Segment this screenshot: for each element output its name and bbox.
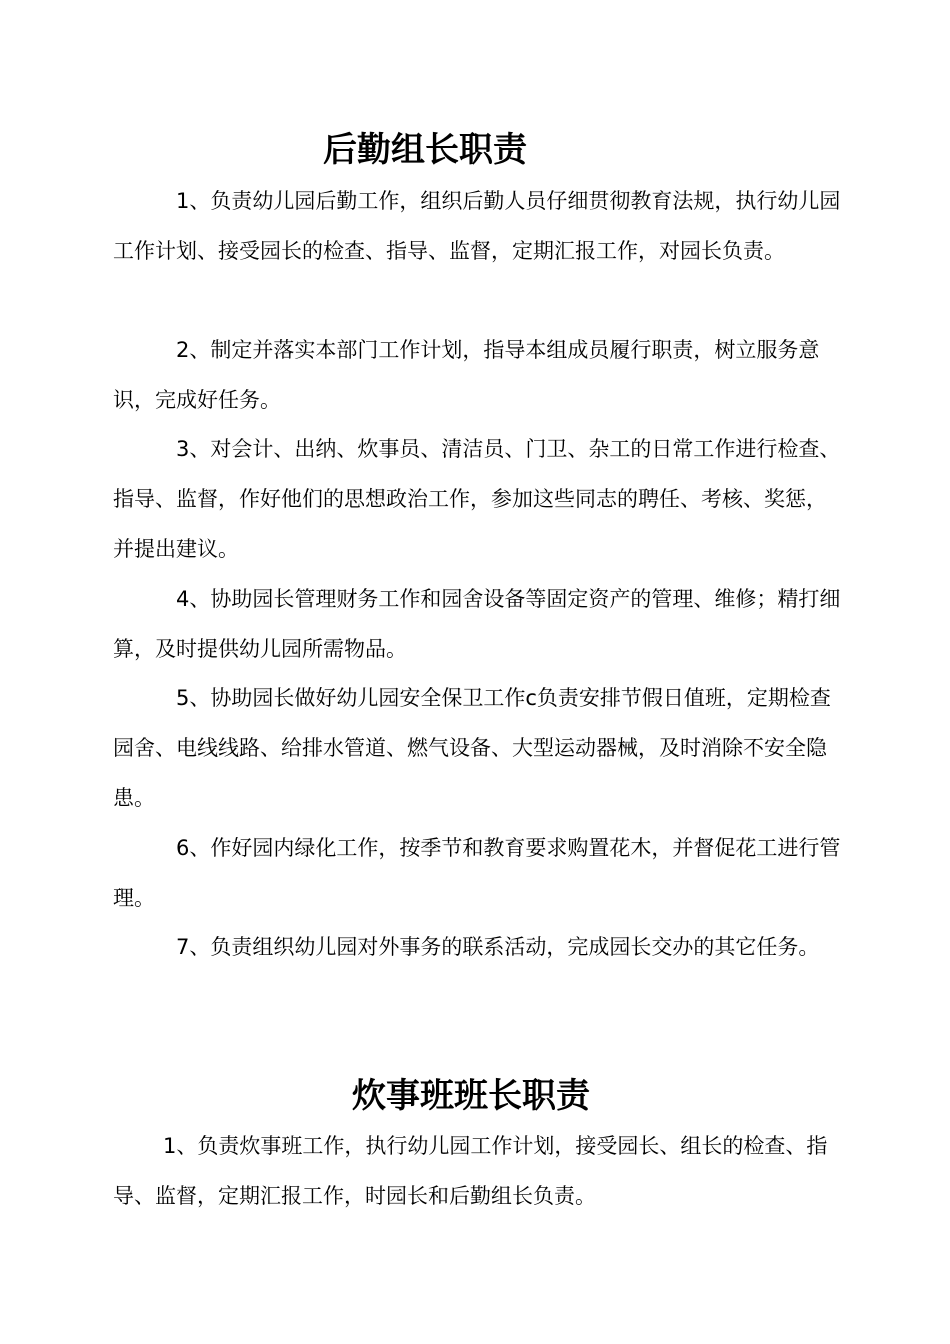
duty-paragraph-1: 1、负责幼儿园后勤工作，组织后勤人员仔细贯彻教育法规，执行幼儿园工作计划、接受园长的检查、指导、监督，定期汇报工作，对园长负责。 xyxy=(113,189,841,263)
duty-paragraph-4: 4、协助园长管理财务工作和园舍设备等固定资产的管理、维修；精打细算，及时提供幼儿园所需物品。 xyxy=(113,587,841,661)
duty-paragraph-6: 6、作好园内绿化工作，按季节和教育要求购置花木，并督促花工进行管理。 xyxy=(113,836,841,910)
section-title-kitchen-leader: 炊事班班长职责 xyxy=(352,1076,590,1116)
kitchen-duty-paragraph-1: 1、负责炊事班工作，执行幼儿园工作计划，接受园长、组长的检查、指导、监督，定期汇报工作，时园长和后勤组长负责。 xyxy=(113,1134,828,1208)
duty-paragraph-7: 7、负责组织幼儿园对外事务的联系活动，完成园长交办的其它任务。 xyxy=(176,935,820,959)
duty-paragraph-3: 3、对会计、出纳、炊事员、清洁员、门卫、杂工的日常工作进行检查、指导、监督，作好他们的思想政治工作，参加这些同志的聘任、考核、奖惩，并提出建议。 xyxy=(113,437,841,561)
duty-paragraph-2: 2、制定并落实本部门工作计划，指导本组成员履行职责，树立服务意识，完成好任务。 xyxy=(113,338,820,412)
duty-paragraph-5: 5、协助园长做好幼儿园安全保卫工作c负责安排节假日值班，定期检查园舍、电线线路、给排水管道、燃气设备、大型运动器械，及时消除不安全隐患。 xyxy=(113,686,831,810)
section-title-logistics-leader: 后勤组长职责 xyxy=(323,130,527,170)
